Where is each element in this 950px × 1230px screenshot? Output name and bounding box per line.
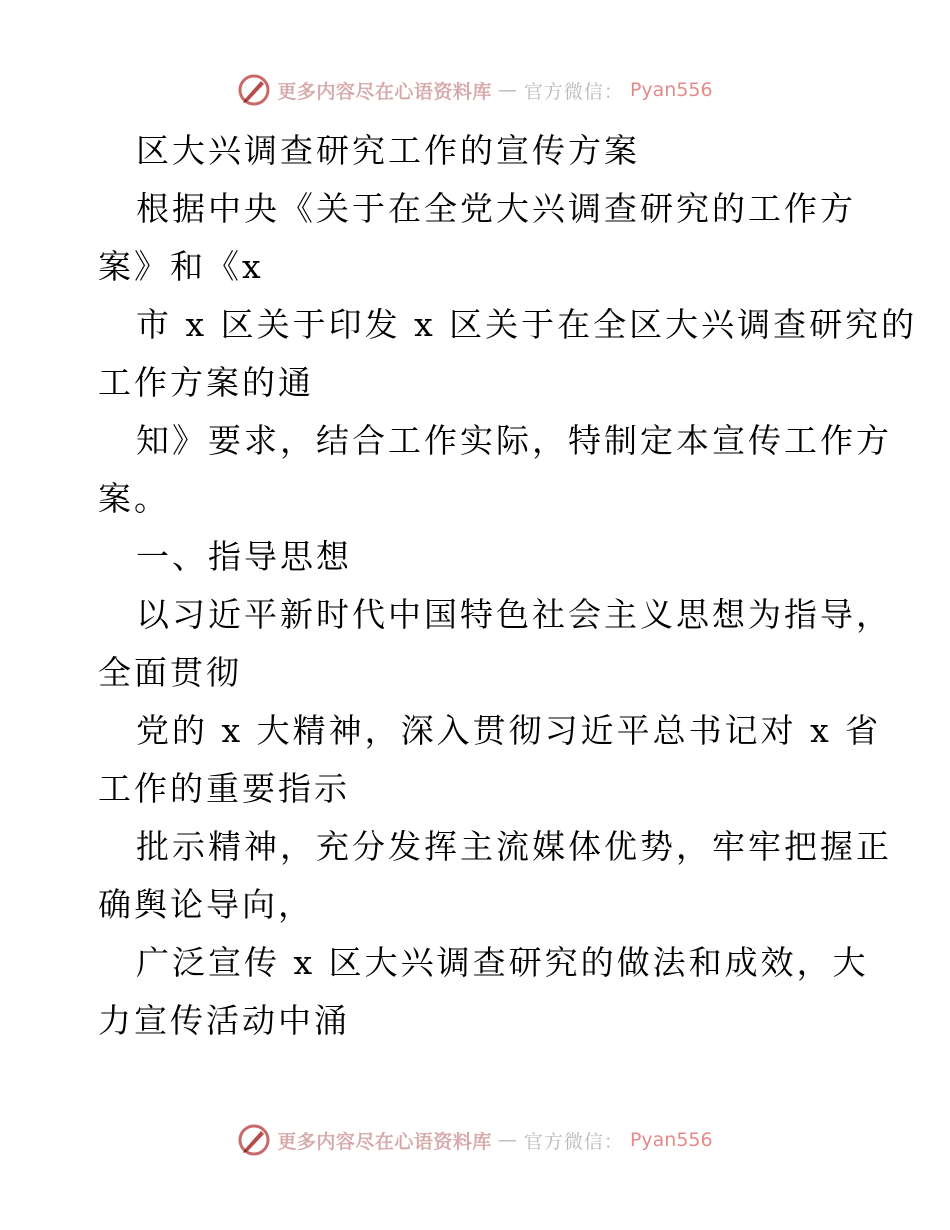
paragraph-line: 力宣传活动中涌: [98, 1001, 350, 1040]
quill-pen-circle-icon: [237, 73, 271, 107]
watermark-handle: Pyan556: [629, 79, 713, 101]
paragraph-line: 广泛宣传 x 区大兴调查研究的做法和成效，大: [136, 943, 869, 982]
watermark-separator: —: [497, 79, 518, 101]
paragraph-line: 案》和《x: [98, 247, 264, 286]
paragraph-line: 案。: [98, 479, 170, 518]
watermark-handle: Pyan556: [629, 1129, 713, 1151]
watermark-main-text: 更多内容尽在心语资料库: [277, 1130, 492, 1153]
paragraph-line: 批示精神，充分发挥主流媒体优势，牢牢把握正: [136, 827, 892, 866]
section-heading: 一、指导思想: [136, 537, 352, 576]
watermark-sub-text: 官方微信：: [523, 1130, 624, 1153]
quill-pen-circle-icon: [237, 1123, 271, 1157]
watermark-header: [0, 70, 950, 110]
paragraph-line: 工作方案的通: [98, 363, 314, 402]
watermark-main-text: 更多内容尽在心语资料库: [277, 80, 492, 103]
paragraph-line: 根据中央《关于在全党大兴调查研究的工作方: [136, 189, 856, 228]
paragraph-line: 确舆论导向，: [98, 885, 314, 924]
paragraph-line: 全面贯彻: [98, 653, 242, 692]
document-body: [98, 122, 918, 1050]
watermark-footer: [0, 1120, 950, 1160]
paragraph-line: 市 x 区关于印发 x 区关于在全区大兴调查研究的: [136, 305, 918, 344]
document-title: 区大兴调查研究工作的宣传方案: [136, 131, 640, 170]
paragraph-line: 党的 x 大精神，深入贯彻习近平总书记对 x 省: [136, 711, 882, 750]
paragraph-line: 以习近平新时代中国特色社会主义思想为指导，: [136, 595, 892, 634]
paragraph-line: 知》要求，结合工作实际，特制定本宣传工作方: [136, 421, 892, 460]
watermark-sub-text: 官方微信：: [523, 80, 624, 103]
watermark-separator: —: [497, 1129, 518, 1151]
paragraph-line: 工作的重要指示: [98, 769, 350, 808]
